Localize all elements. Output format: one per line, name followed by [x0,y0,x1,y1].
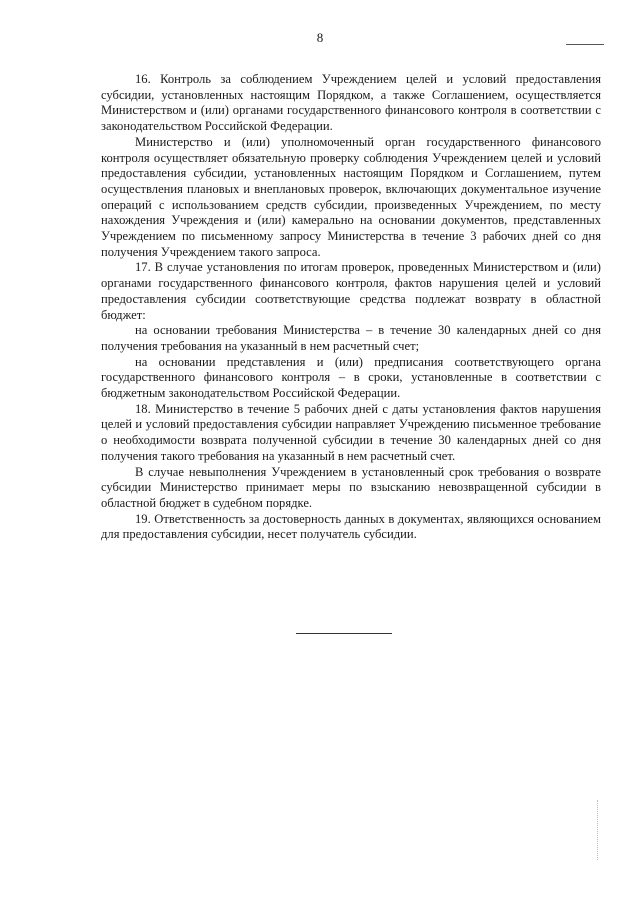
page-number: 8 [316,30,324,45]
paragraph-16: 16. Контроль за соблюдением Учреждением целей и условий предоставления субсидии, установленных настоящим Порядком, а также Соглашением, осуществляется Министерством и (или) органами государственного финансового контроля в соответствии с законодательством Российской Федерации. [101,72,601,134]
end-separator [296,633,392,634]
paragraph-16-verification: Министерство и (или) уполномоченный орган государственного финансового контроля осуществляет обязательную проверку соблюдения Учреждением целей и условий предоставления субсидии, установленных настоящим Порядком и Соглашением, путем осуществления плановых и внеплановых проверок, включающих документальное изучение операций с использованием средств субсидии, произведенных Учреждением, по месту нахождения Учреждения и (или) камерально на основании документов, представленных Учреждением по письменному запросу Министерства в течение 3 рабочих дней со дня получения Учреждением такого запроса. [101,134,601,259]
paragraph-18-recovery: В случае невыполнения Учреждением в установленный срок требования о возврате субсидии Министерство принимает меры по взысканию невозвращенной субсидии в областной бюджет в судебном порядке. [101,464,601,510]
paragraph-17-ministry-demand: на основании требования Министерства – в течение 30 календарных дней со дня получения требования на указанный в нем расчетный счет; [101,323,601,353]
paragraph-17: 17. В случае установления по итогам проверок, проведенных Министерством и (или) органами государственного финансового контроля, фактов нарушения целей и условий предоставления субсидии соответствующие средства подлежат возврату в областной бюджет: [101,260,601,322]
paragraph-18: 18. Министерство в течение 5 рабочих дней с даты установления фактов нарушения целей и условий предоставления субсидии направляет Учреждению письменное требование о необходимости возврата полученной субсидии в течение 30 календарных дней со дня получения такого требования на указанный в нем расчетный счет. [101,401,601,463]
paragraph-19: 19. Ответственность за достоверность данных в документах, являющихся основанием для предоставления субсидии, несет получатель субсидии. [101,511,601,542]
corner-rule [566,44,604,45]
document-body [101,72,601,543]
scan-margin-mark [597,800,599,860]
paragraph-17-control-order: на основании представления и (или) предписания соответствующего органа государственного финансового контроля – в сроки, установленные в соответствии с бюджетным законодательством Российской Федерации. [101,354,601,401]
